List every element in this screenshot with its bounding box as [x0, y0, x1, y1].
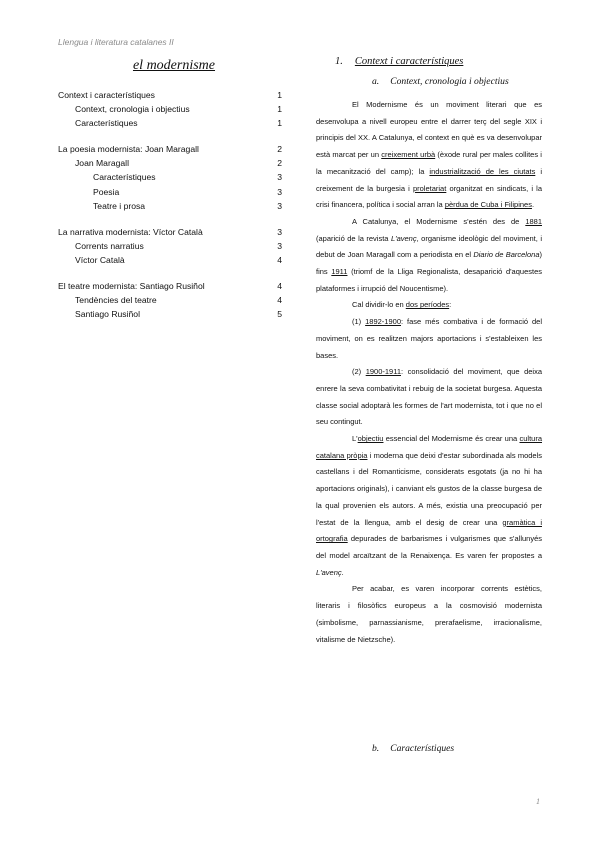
toc-entry-page: 4 [277, 280, 282, 291]
table-of-contents [58, 88, 282, 321]
toc-entry-page: 1 [277, 118, 282, 129]
toc-entry-page: 3 [277, 186, 282, 197]
running-header: Llengua i literatura catalanes II [58, 37, 174, 47]
body-text [316, 97, 542, 648]
paragraph-chronology: A Catalunya, el Modernisme s'estén des de 1881 (aparició de la revista L'avenç, organisme ideològic del moviment, i debut de Joan Maragall com a periodista en el Diario de Barcelona) fins 1911 (triomf de la Lliga Regionalista, desaparició d'aquestes plataformes i irrupció del Noucentisme). [316, 216, 542, 293]
toc-entry-page: 4 [277, 254, 282, 265]
subsection-heading-b [372, 743, 454, 754]
toc-gap [58, 267, 282, 279]
toc-entry[interactable] [58, 293, 282, 307]
subsection-number: a. [372, 76, 380, 87]
toc-entry-page: 1 [277, 104, 282, 115]
toc-entry[interactable] [58, 253, 282, 267]
toc-entry[interactable] [58, 307, 282, 321]
toc-entry-label: Característiques [93, 172, 156, 183]
toc-entry[interactable] [58, 239, 282, 253]
toc-entry-page: 5 [277, 308, 282, 319]
toc-entry-label: Víctor Català [75, 254, 125, 265]
toc-entry-page: 2 [277, 158, 282, 169]
toc-entry-page: 3 [277, 226, 282, 237]
section-heading [335, 56, 463, 67]
paragraph-period-1: (1) 1892-1900: fase més combativa i de formació del moviment, on es realitzen majors aportacions i s'estableixen les bases. [316, 317, 543, 360]
toc-title: el modernisme [132, 58, 216, 73]
toc-entry-page: 1 [277, 90, 282, 100]
paragraph-periods: Cal dividir-lo en dos períodes: [352, 300, 452, 310]
section-title: Context i característiques [354, 56, 464, 67]
toc-entry[interactable] [58, 185, 282, 199]
toc-entry-label: Santiago Rusiñol [75, 308, 140, 319]
toc-entry[interactable] [58, 88, 282, 102]
toc-entry-label: Poesia [93, 186, 120, 197]
toc-entry[interactable] [58, 156, 282, 170]
toc-entry[interactable] [58, 142, 282, 156]
toc-entry-label: Característiques [75, 118, 138, 129]
paragraph-period-2: (2) 1900-1911: consolidació del moviment, que deixa enrere la seva combativitat i rebuig de la societat burgesa. Aquesta classe social adoptarà les formes de l'art modernista, tot i que no el seu contingut. [316, 367, 542, 427]
toc-entry-label: Teatre i prosa [93, 200, 146, 211]
toc-entry[interactable] [58, 170, 282, 184]
toc-entry-label: Corrents narratius [75, 240, 144, 251]
section-number: 1. [335, 56, 343, 67]
toc-entry-label: El teatre modernista: Santiago Rusiñol [58, 280, 205, 291]
subsection-number: b. [372, 743, 380, 754]
toc-entry-label: La poesia modernista: Joan Maragall [58, 144, 199, 155]
page-number: 1 [536, 797, 540, 806]
paragraph-influences: Per acabar, es varen incorporar corrents estètics, literaris i filosòfics europeus a la cosmovisió modernista (simbolisme, parnassianisme, prerafaelisme, irracionalisme, vitalisme de Nietzsche). [316, 584, 542, 644]
toc-entry[interactable] [58, 102, 282, 116]
subsection-title: Context, cronologia i objectius [390, 76, 509, 87]
toc-entry[interactable] [58, 199, 282, 213]
toc-gap [58, 131, 282, 143]
toc-entry[interactable] [58, 279, 282, 293]
toc-entry-page: 3 [277, 240, 282, 251]
toc-entry[interactable] [58, 225, 282, 239]
paragraph-context: El Modernisme és un moviment literari que es desenvolupa a nivell europeu entre el darrer terç del segle XIX i principis del XX. A Catalunya, el context en què es va desenvolupar està marcat per un creixement urbà (èxode rural per males collites i la mecanització del camp); la industrialització de les ciutats i creixement de la burgesia i proletariat organitzat en sindicats, i la crisi financera, política i social arran la pèrdua de Cuba i Filipines. [316, 100, 543, 210]
toc-gap [58, 213, 282, 225]
toc-entry-page: 3 [277, 172, 282, 183]
toc-entry-label: Context i característiques [58, 90, 155, 100]
paragraph-objective: L'objectiu essencial del Modernisme és crear una cultura catalana pròpia i moderna que deixi d'estar subordinada als models castellans i del Romanticisme, considerats esgotats (ja no hi ha aportacions originals), i canviant els gustos de la classe burgesa de la qual provenien els autors. A més, existia una preocupació per l'estat de la llengua, amb el desig de crear una gramàtica i ortografia depurades de barbarismes i vulgarismes que s'allunyés del model arcaïtzant de la Renaixença. Es varen fer propostes a L'avenç. [316, 434, 543, 577]
toc-entry-page: 4 [277, 294, 282, 305]
toc-entry[interactable] [58, 116, 282, 130]
subsection-title: Característiques [390, 743, 455, 754]
toc-entry-page: 3 [277, 200, 282, 211]
toc-entry-label: Context, cronologia i objectius [75, 104, 190, 115]
subsection-heading-a [372, 76, 509, 87]
toc-entry-label: La narrativa modernista: Víctor Català [58, 226, 203, 237]
toc-entry-page: 2 [277, 144, 282, 155]
toc-entry-label: Joan Maragall [75, 158, 129, 169]
toc-entry-label: Tendències del teatre [75, 294, 157, 305]
